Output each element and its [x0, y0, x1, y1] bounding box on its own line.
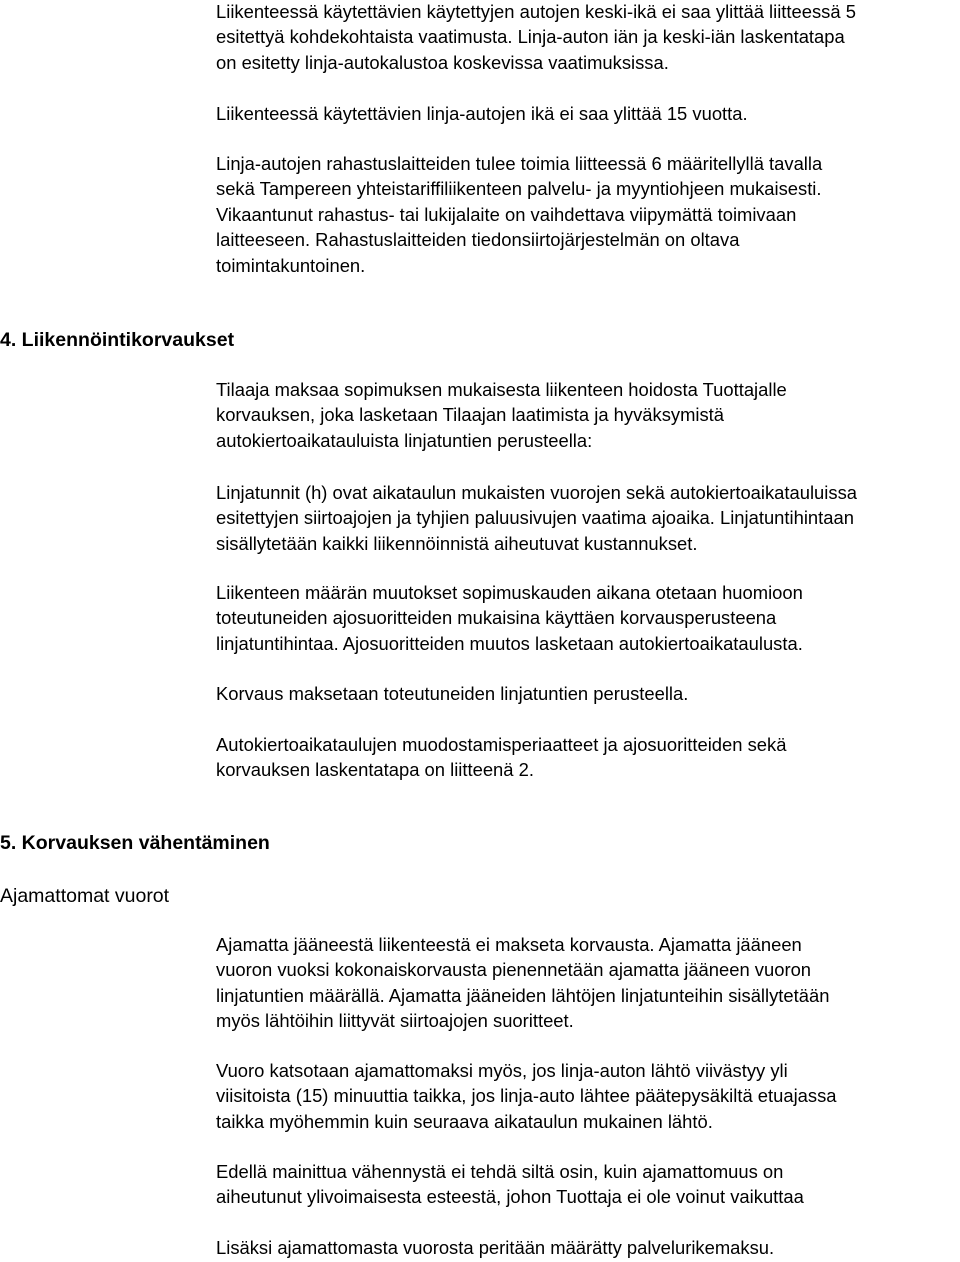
- paragraph-compensation-basis: Tilaaja maksaa sopimuksen mukaisesta liikenteen hoidosta Tuottajalle korvauksen, joka lasketaan Tilaajan laatimista ja hyväksymistä autokiertoaikatauluista linjatuntien perusteella:: [216, 379, 787, 451]
- paragraph-delay-rule: Vuoro katsotaan ajamattomaksi myös, jos linja-auton lähtö viivästyy yli viisitoista (15) minuuttia taikka, jos linja-auto lähtee päätepysäkiltä etuajassa taikka myöhemmin kuin seuraava aikataulun mukainen lähtö.: [216, 1060, 837, 1132]
- paragraph-force-majeure: Edellä mainittua vähennystä ei tehdä siltä osin, kuin ajamattomuus on aiheutunut ylivoimaisesta esteestä, johon Tuottaja ei ole voinut vaikuttaa: [216, 1161, 804, 1208]
- paragraph-line-hours: Linjatunnit (h) ovat aikataulun mukaisten vuorojen sekä autokiertoaikatauluissa esitettyjen siirtoajojen ja tyhjien paluusivujen vaatima ajoaika. Linjatuntihintaan sisällytetään kaikki liikennöinnistä aiheutuvat kustannukset.: [216, 482, 857, 554]
- paragraph-appendix-reference: Autokiertoaikataulujen muodostamisperiaatteet ja ajosuoritteiden sekä korvauksen laskentatapa on liitteenä 2.: [216, 734, 787, 781]
- paragraph-service-fee: Lisäksi ajamattomasta vuorosta peritään määrätty palvelurikemaksu.: [216, 1237, 775, 1258]
- paragraph-traffic-changes: Liikenteen määrän muutokset sopimuskauden aikana otetaan huomioon toteutuneiden ajosuoritteiden mukaisina käyttäen korvausperusteena linjatuntihintaa. Ajosuoritteiden muutos lasketaan autokiertoaikataulusta.: [216, 582, 803, 654]
- paragraph-vehicle-average-age: Liikenteessä käytettävien käytettyjen autojen keski-ikä ei saa ylittää liitteessä 5 esitettyä kohdekohtaista vaatimusta. Linja-auton iän ja keski-iän laskentatapa on esitetty linja-autokalustoa koskevissa vaatimuksissa.: [216, 1, 856, 73]
- section-5-subheading: Ajamattomat vuorot: [0, 885, 170, 907]
- paragraph-fare-devices: Linja-autojen rahastuslaitteiden tulee toimia liitteessä 6 määritellyllä tavalla sekä Tampereen yhteistariffiliikenteen palvelu- ja myyntiohjeen mukaisesti. Vikaantunut rahastus- tai lukijalaite on vaihdettava viipymättä toimivaan laitteeseen. Rahastuslaitteiden tiedonsiirtojärjestelmän on oltava toimintakuntoinen.: [216, 153, 823, 276]
- section-5-heading: 5. Korvauksen vähentäminen: [0, 832, 270, 854]
- paragraph-payment: Korvaus maksetaan toteutuneiden linjatuntien perusteella.: [216, 683, 689, 704]
- paragraph-unrun-trips: Ajamatta jääneestä liikenteestä ei makseta korvausta. Ajamatta jääneen vuoron vuoksi kokonaiskorvausta pienennetään ajamatta jääneen vuoron linjatuntien määrällä. Ajamatta jääneiden lähtöjen linjatunteihin sisällytetään myös lähtöihin liittyvät siirtoajojen suoritteet.: [216, 934, 830, 1032]
- section-4-heading: 4. Liikennöintikorvaukset: [0, 329, 235, 351]
- paragraph-max-bus-age: Liikenteessä käytettävien linja-autojen ikä ei saa ylittää 15 vuotta.: [216, 103, 748, 124]
